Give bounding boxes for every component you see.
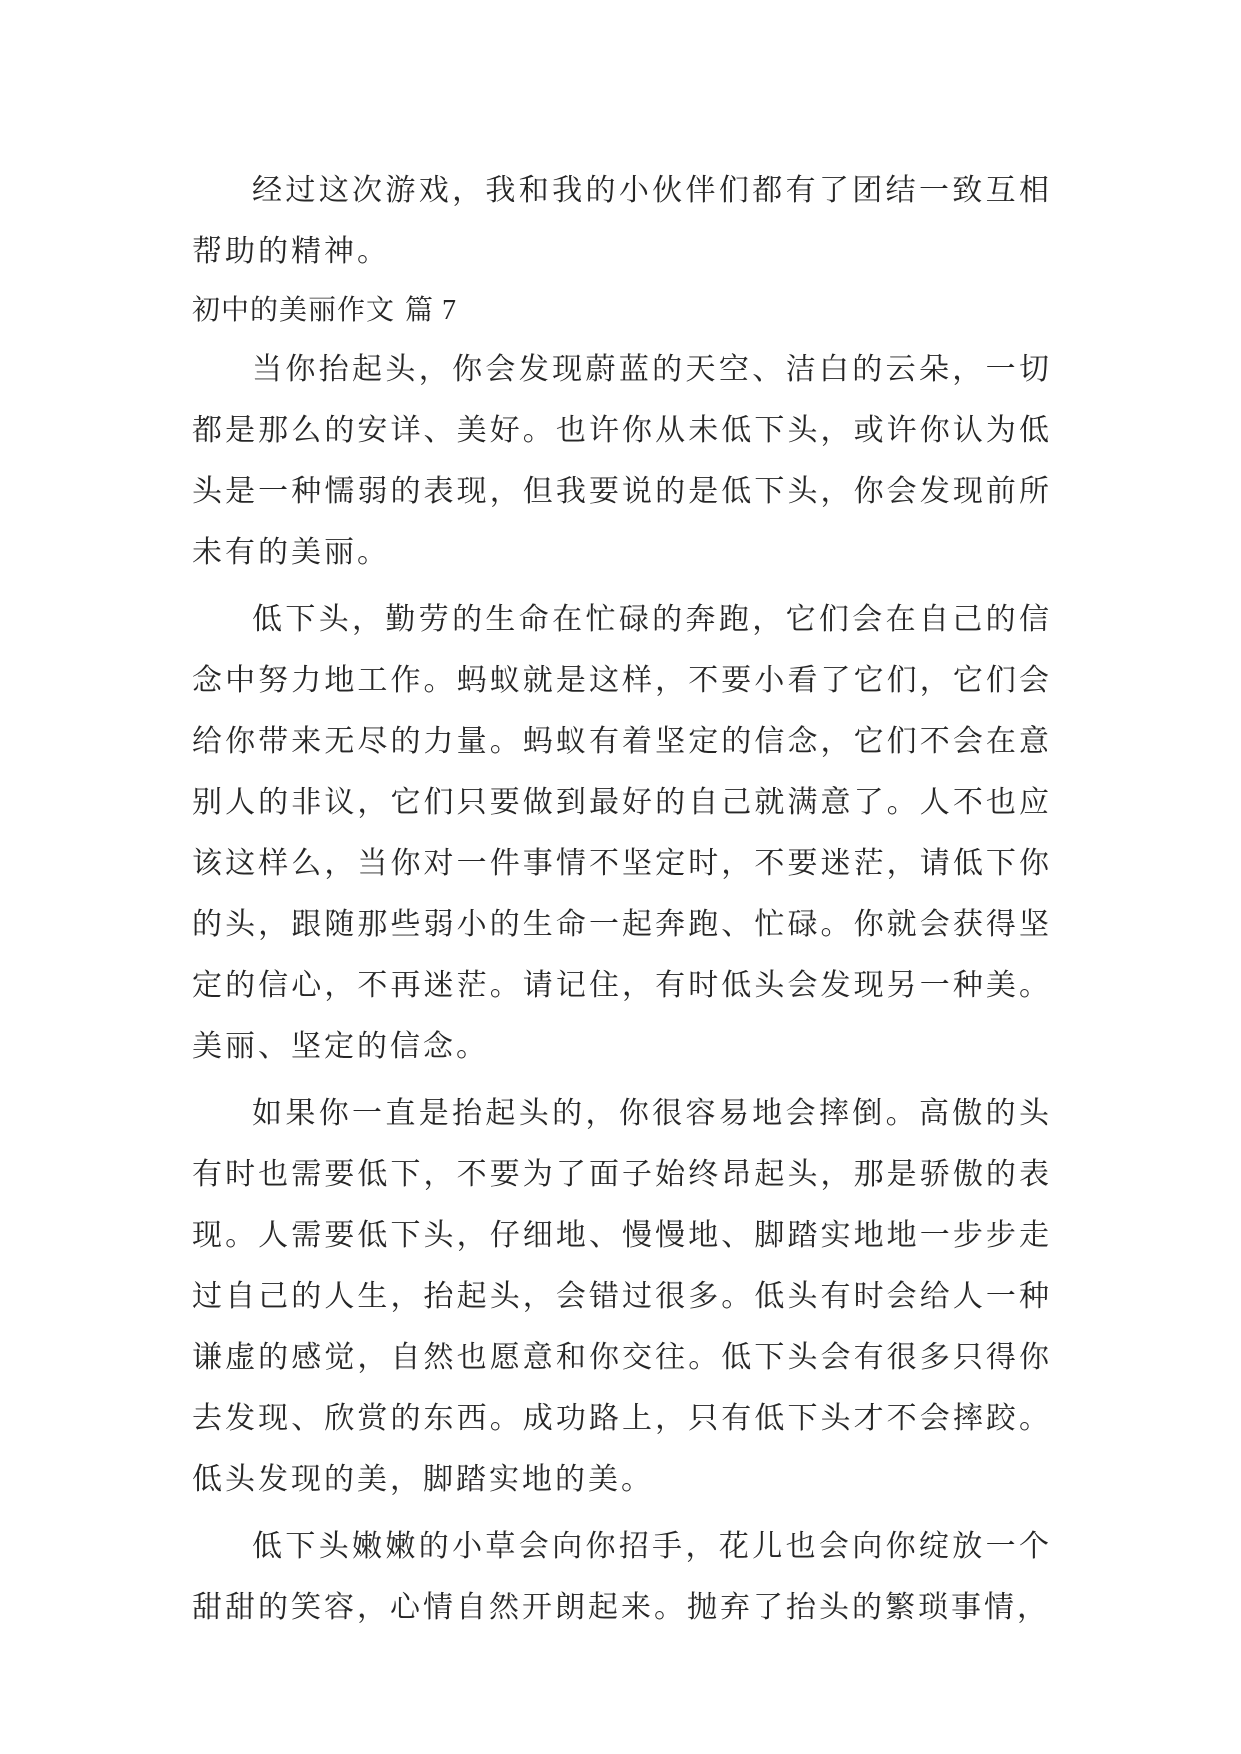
paragraph-humility: 如果你一直是抬起头的，你很容易地会摔倒。高傲的头有时也需要低下，不要为了面子始终昂起头，那是骄傲的表现。人需要低下头，仔细地、慢慢地、脚踏实地地一步步走过自己的人生，抬起头，会错过很多。低头有时会给人一种谦虚的感觉，自然也愿意和你交往。低下头会有很多只得你去发现、欣赏的东西。成功路上，只有低下头才不会摔跤。低头发现的美，脚踏实地的美。 bbox=[192, 1096, 1052, 1497]
heading-title: 初中的美丽作文 bbox=[192, 293, 396, 326]
heading-number: 篇 7 bbox=[405, 295, 458, 326]
section-heading bbox=[192, 282, 1052, 339]
document-body bbox=[192, 160, 1052, 1638]
paragraph-look-up: 当你抬起头，你会发现蔚蓝的天空、洁白的云朵，一切都是那么的安详、美好。也许你从未低下头，或许你认为低头是一种懦弱的表现，但我要说的是低下头，你会发现前所未有的美丽。 bbox=[192, 352, 1052, 570]
paragraph-grass-flowers: 低下头嫩嫩的小草会向你招手，花儿也会向你绽放一个甜甜的笑容，心情自然开朗起来。抛弃了抬头的繁琐事情， bbox=[192, 1529, 1052, 1625]
paragraph-game-conclusion: 经过这次游戏，我和我的小伙伴们都有了团结一致互相帮助的精神。 bbox=[192, 173, 1052, 269]
paragraph-ants: 低下头，勤劳的生命在忙碌的奔跑，它们会在自己的信念中努力地工作。蚂蚁就是这样，不要小看了它们，它们会给你带来无尽的力量。蚂蚁有着坚定的信念，它们不会在意别人的非议，它们只要做到最好的自己就满意了。人不也应该这样么，当你对一件事情不坚定时，不要迷茫，请低下你的头，跟随那些弱小的生命一起奔跑、忙碌。你就会获得坚定的信心，不再迷茫。请记住，有时低头会发现另一种美。美丽、坚定的信念。 bbox=[192, 602, 1052, 1064]
